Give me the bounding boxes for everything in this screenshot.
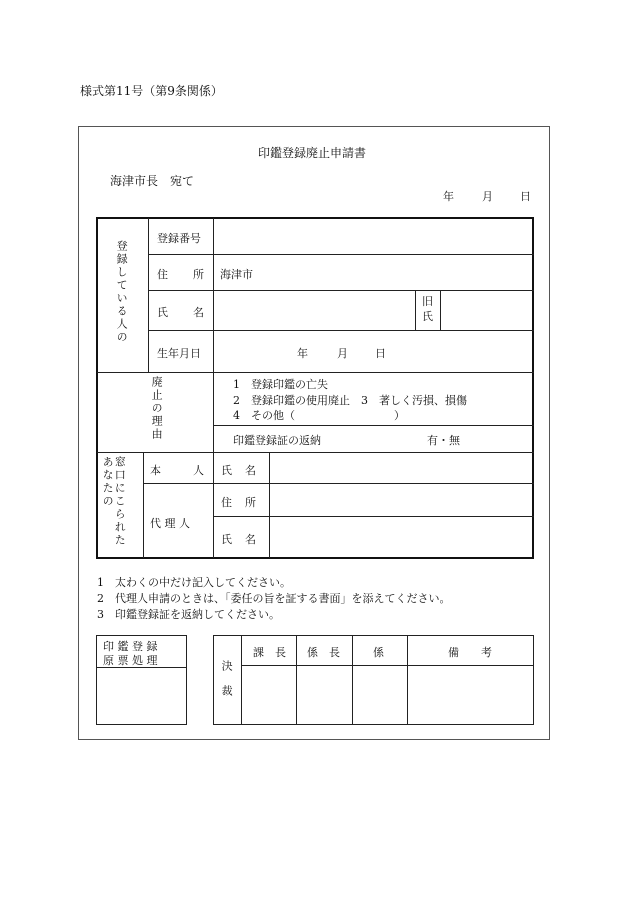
registrant-side-label: 登録している人の [115,240,129,344]
reason-option-1[interactable]: 1 登録印鑑の亡失 [233,378,328,391]
old-name-label: 旧氏 [422,295,433,323]
self-name-label-b: 名 [245,464,256,477]
agent-name-field[interactable] [270,517,533,557]
ledger-label-line2: 原 票 処 理 [103,654,158,667]
col-section-chief: 課 長 [253,646,286,659]
self-name-label-a: 氏 [221,464,232,477]
reason-option-4[interactable]: 4 その他（ ） [233,409,405,422]
name-field[interactable] [214,291,414,329]
note-3: 3 印鑑登録証を返納してください。 [97,608,280,621]
reg-number-label: 登録番号 [157,232,201,245]
self-label-b: 人 [193,464,204,477]
note-1: 1 太わくの中だけ記入してください。 [97,576,291,589]
agent-name-label-b: 名 [245,533,256,546]
col-sub-chief: 係 長 [307,646,340,659]
agent-address-label-a: 住 [221,496,232,509]
col-remarks: 備 考 [448,646,492,659]
date-year: 年 [443,190,454,203]
note-2: 2 代理人申請のときは、「委任の旨を証する書面」を添えてください。 [97,592,451,605]
address-label-b: 所 [193,268,204,281]
reason-side-label: 廃止の理由 [150,376,164,441]
self-label-a: 本 [150,464,161,477]
form-title: 印鑑登録廃止申請書 [258,146,367,160]
return-value[interactable]: 有・無 [427,434,460,447]
reason-option-2-3[interactable]: 2 登録印鑑の使用廃止 3 著しく汚損、損傷 [233,394,467,407]
agent-address-label-b: 所 [245,496,256,509]
col-staff: 係 [373,646,384,659]
agent-name-label-a: 氏 [221,533,232,546]
agent-address-field[interactable] [270,484,533,515]
old-name-field[interactable] [441,291,533,329]
return-label: 印鑑登録証の返納 [233,434,321,447]
date-month: 月 [482,190,493,203]
address-label-a: 住 [157,268,168,281]
agent-label: 代 理 人 [150,517,190,530]
form-number: 様式第11号（第9条関係） [80,84,223,98]
self-name-field[interactable] [270,453,533,482]
date-day: 日 [520,190,531,203]
birth-year: 年 [297,347,308,360]
ledger-label-line1: 印 鑑 登 録 [103,640,158,653]
birth-month: 月 [337,347,348,360]
addressee: 海津市長 宛て [110,174,195,188]
name-label-a: 氏 [157,306,168,319]
birth-label: 生年月日 [157,347,201,360]
reg-number-field[interactable] [214,219,533,254]
visitor-side-label: 窓口にこられたあなたの [101,456,127,547]
decision-label: 決裁 [220,660,234,710]
address-value[interactable]: 海津市 [220,268,253,281]
name-label-b: 名 [193,306,204,319]
birth-day: 日 [375,347,386,360]
